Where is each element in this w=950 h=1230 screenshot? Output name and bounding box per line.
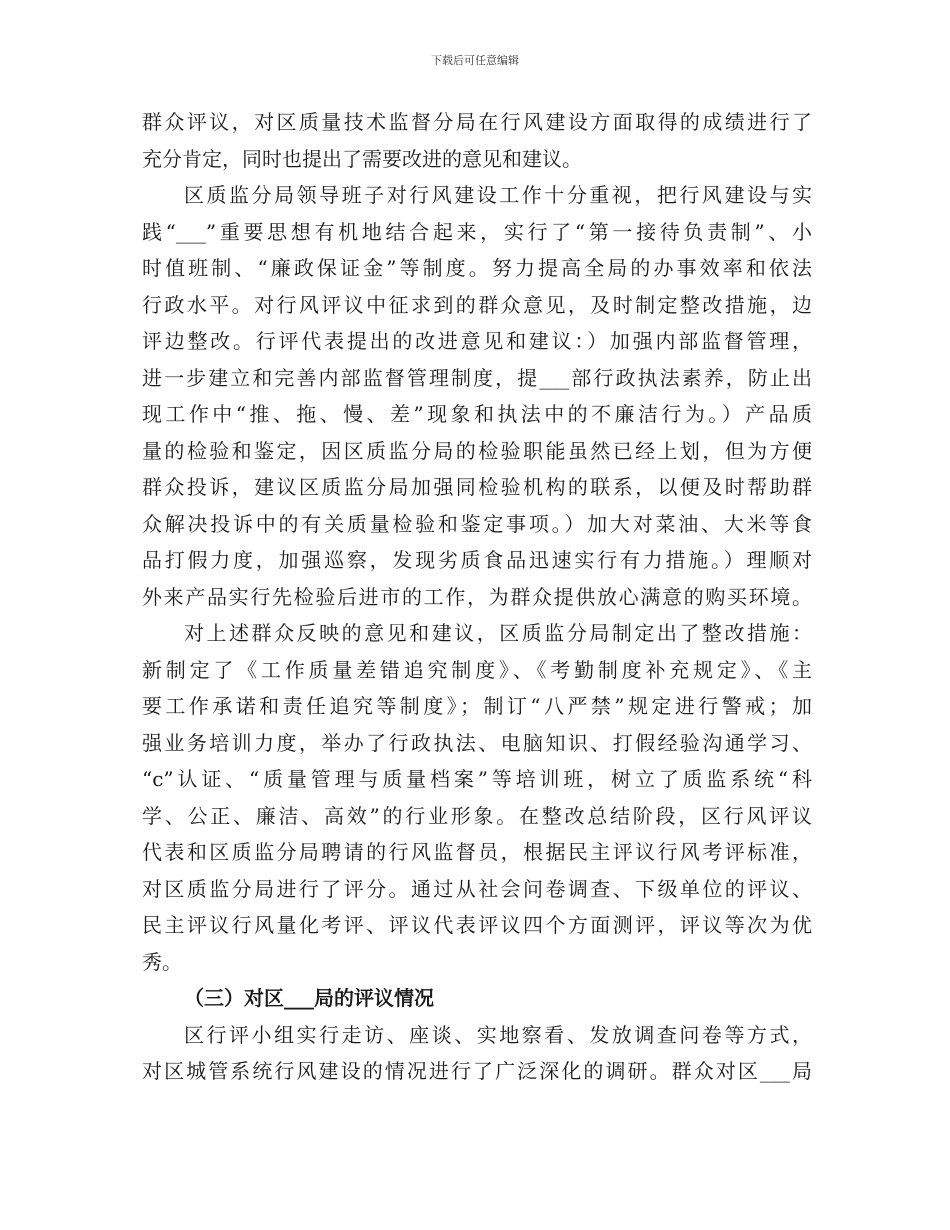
- text-line: 对上述群众反映的意见和建议，区质监分局制定出了整改措施：: [184, 621, 812, 645]
- text-line: 量的检验和鉴定，因区质监分局的检验职能虽然已经上划，但为方便: [142, 438, 812, 463]
- text-line: 行政水平。对行风评议中征求到的群众意见，及时制定整改措施，边: [142, 292, 812, 317]
- text-line: 众解决投诉中的有关质量检验和鉴定事项。）加大对菜油、大米等食: [142, 511, 812, 536]
- text-line: 学、公正、廉洁、高效”的行业形象。在整改总结阶段，区行风评议: [142, 803, 812, 828]
- text-line: 外来产品实行先检验后进市的工作，为群众提供放心满意的购买环境。: [142, 584, 812, 609]
- text-line: 新制定了《工作质量差错追究制度》、《考勤制度补充规定》、《主: [142, 657, 812, 682]
- page-header-note: 下载后可任意编辑: [431, 54, 519, 67]
- text-line: 评边整改。行评代表提出的改进意见和建议：）加强内部监督管理，: [142, 329, 812, 353]
- text-line: 品打假力度，加强巡察，发现劣质食品迅速实行有力措施。）理顺对: [142, 548, 812, 572]
- text-line: 民主评议行风量化考评、评议代表评议四个方面测评，评议等次为优: [142, 913, 812, 937]
- text-line: 强业务培训力度，举办了行政执法、电脑知识、打假经验沟通学习、: [142, 730, 812, 755]
- text-line: 现工作中“推、拖、慢、差”现象和执法中的不廉洁行为。）产品质: [142, 402, 812, 426]
- text-line: “c”认证、“质量管理与质量档案”等培训班，树立了质监系统“科: [142, 767, 812, 791]
- text-line: 进一步建立和完善内部监督管理制度，提___部行政执法素养，防止出: [142, 365, 812, 390]
- text-line: 区行评小组实行走访、座谈、实地察看、发放调查问卷等方式，: [184, 1022, 812, 1047]
- text-line: 践“___”重要思想有机地结合起来，实行了“第一接待负责制”、小: [142, 219, 812, 244]
- text-line: 对区质监分局进行了评分。通过从社会问卷调查、下级单位的评议、: [142, 876, 812, 901]
- text-line: 秀。: [142, 949, 182, 974]
- text-line: 群众评议，对区质量技术监督分局在行风建设方面取得的成绩进行了: [142, 110, 812, 134]
- document-body: [142, 104, 812, 1090]
- text-line: 群众投诉，建议区质监分局加强同检验机构的联系，以便及时帮助群: [142, 475, 812, 499]
- text-line: 对区城管系统行风建设的情况进行了广泛深化的调研。群众对区___局: [142, 1059, 812, 1083]
- text-line: 时值班制、“廉政保证金”等制度。努力提高全局的办事效率和依法: [142, 256, 812, 280]
- text-line: 代表和区质监分局聘请的行风监督员，根据民主评议行风考评标准，: [142, 840, 812, 864]
- text-line: 充分肯定，同时也提出了需要改进的意见和建议。: [142, 146, 582, 171]
- text-line: 区质监分局领导班子对行风建设工作十分重视，把行风建设与实: [184, 183, 812, 207]
- section-heading: （三）对区___局的评议情况: [184, 986, 434, 1010]
- text-line: 要工作承诺和责任追究等制度》；制订“八严禁”规定进行警戒；加: [142, 694, 812, 718]
